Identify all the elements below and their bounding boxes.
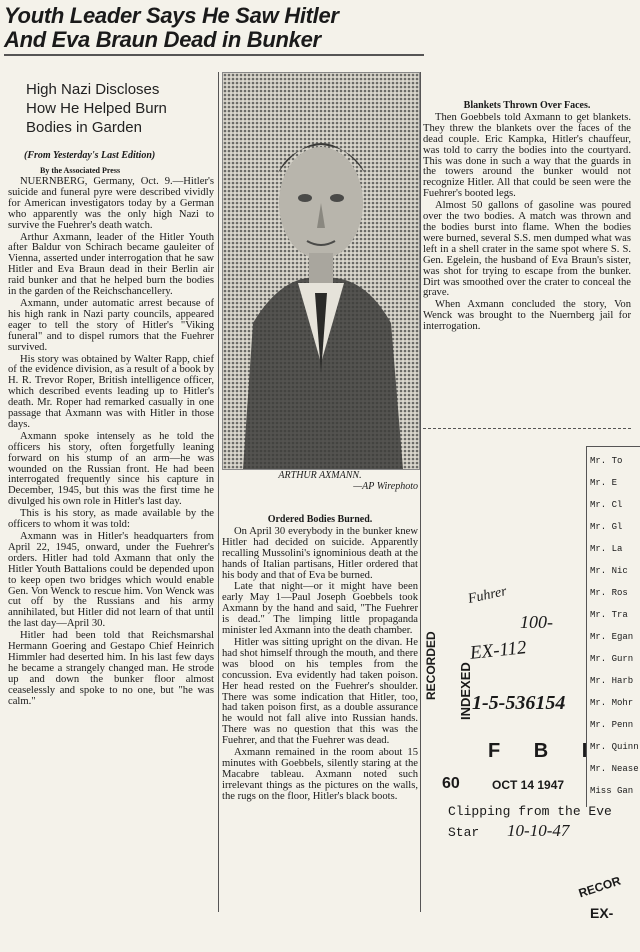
column-1-paragraph: Hitler had been told that Reichsmarshal Hermann Goering and Gestapo Chief Heinrich Himmler had deserted him. In his last few days he became a strangely changed man. He strode up and down the bunker floor almost ceaselessly and spoke to no one, but "he was calm."	[8, 630, 214, 707]
column-2-paragraph: Hitler was sitting upright on the divan. He had shot himself through the mouth, and there was blood on his temples from the concussion. Eva evidently had taken poison. Her head rested on the Fuehrer's shoulder. There was some indication that Hitler, too, had taken poison first, as a double assurance he would not fall alive into Russian hands. There was no question that this was the Fuehrer, and that the Fuehrer was dead.	[222, 636, 418, 747]
subhead	[26, 80, 216, 137]
routing-name: Mr. Mohr	[590, 698, 634, 708]
column-2-paragraph: On April 30 everybody in the bunker knew Hitler had decided on suicide. Apparently recalling Mussolini's ignominious death at the hands of Italian partisans, Hitler ordered that his body and that of Eva be burned.	[222, 525, 418, 581]
clipping-date: 10-10-47	[507, 821, 570, 840]
column-1-paragraph: Axmann, under automatic arrest because of his high rank in Nazi party councils, appeared eager to tell the story of Hitler's "Viking funeral" and to dispel rumors that the Fuehrer survived.	[8, 297, 214, 353]
headline	[4, 4, 424, 52]
serial-number: 1-5-536154	[472, 692, 566, 714]
column-2-paragraph: Axmann remained in the room about 15 minutes with Goebbels, silently staring at the Macabre tableau. Axmann noted such irrelevant things as the pictures on the walls, the rugs on the floor, Hitler's black boots.	[222, 747, 418, 802]
column-2	[222, 515, 418, 804]
column-3	[423, 101, 631, 334]
column-3-paragraph: When Axmann concluded the story, Von Wenck was brought to the Nuernberg jail for interrogation.	[423, 299, 631, 333]
handwritten-file-number: 100-	[520, 612, 553, 632]
portrait-image	[223, 73, 419, 469]
column-1-paragraph: Axmann was in Hitler's headquarters from April 22, 1945, onward, under the Fuehrer's orders. Hitler had told Axmann that only the Hitler Youth Battalions could be depended upon to keep open two bridges which would enable Gen. Von Wenck to rescue him. Von Wenck was cut off by the Russians and his army annihilated, but Hitler did not learn of that until the last day—April 30.	[8, 531, 214, 630]
column-2-subhead: Ordered Bodies Burned.	[267, 514, 373, 525]
routing-name: Mr. Gl	[590, 522, 623, 532]
column-2-paragraph: Late that night—or it might have been early May 1—Paul Joseph Goebbels took Axmann by the hand and said, "The Fuehrer is dead." The limping little propaganda minister led Axmann into the death chamber.	[222, 581, 418, 637]
column-3-paragraph: Almost 50 gallons of gasoline was poured over the two bodies. A match was thrown and the bodies burst into flame. When the bodies were burned, several S.S. men dumped what was left in a shell crater in the same spot where S. S. Gen. Egelein, the husband of Eva Braun's sister, was shot for trying to escape from the bunker. Dirt was smoothed over the crater to conceal the grave.	[423, 200, 631, 299]
caption-name: ARTHUR AXMANN.	[278, 470, 362, 481]
fbi-date-stamp: OCT 14 1947	[492, 778, 565, 792]
routing-name: Mr. La	[590, 544, 623, 554]
date-prefix: 60	[442, 775, 460, 792]
corner-recorded-stamp: RECOR	[576, 873, 623, 901]
routing-name: Miss Gan	[590, 786, 634, 796]
column-1	[8, 177, 214, 709]
subhead-line-2: How He Helped Burn	[26, 100, 167, 117]
handwritten-ex-number: EX-112	[469, 637, 528, 664]
column-1-paragraph: NUERNBERG, Germany, Oct. 9.—Hitler's suicide and funeral pyre were described vividly for American investigators today by a German who apparently was the only high Nazi to survive the Fuehrer's death watch.	[8, 176, 214, 231]
routing-name: Mr. Cl	[590, 500, 623, 510]
routing-name: Mr. Egan	[590, 632, 634, 642]
routing-name: Mr. Ros	[590, 588, 628, 598]
routing-name: Mr. Penn	[590, 720, 634, 730]
clipping-label: Clipping from the Eve	[448, 804, 612, 819]
routing-name: Mr. Gurn	[590, 654, 634, 664]
corner-ex-stamp: EX-	[590, 905, 614, 921]
paper-name: Star	[448, 825, 480, 840]
subhead-line-3: Bodies in Garden	[26, 119, 142, 136]
column-3-paragraph: Then Goebbels told Axmann to get blankets. They threw the blankets over the faces of the dead couple. Eric Kampka, Hitler's chauffeur, was told to carry the bodies into the courtyard. This was done in such a way that the guards in the towers around the bunker would not recognize Hitler. All that could be seen were the Fuehrer's booted legs.	[423, 111, 631, 200]
column-divider	[218, 72, 219, 912]
column-1-paragraph: Axmann spoke intensely as he told the officers his story, often forgetfully leaning forward on his stump of an arm—he was wounded on the Russian front. He had been interrogated frequently since his capture in December, 1945, but this was the first time he divulged his own role in Hitler's last day.	[8, 430, 214, 508]
byline: By the Associated Press	[40, 166, 121, 175]
column-1-paragraph: Arthur Axmann, leader of the Hitler Youth after Baldur von Schirach became gauleiter of Vienna, asserted under interrogation that he saw Hitler and Eva Braun dead in their Berlin air raid bunker and that he helped burn the bodies in the garden of the Reichschancellery.	[8, 231, 214, 298]
photo-arthur-axmann	[222, 72, 420, 470]
routing-name: Mr. E	[590, 478, 618, 488]
photo-caption	[222, 470, 418, 492]
recorded-stamp: RECORDED	[424, 631, 438, 700]
fbi-stamp: F B I	[488, 740, 602, 762]
routing-name: Mr. Harb	[590, 676, 634, 686]
column-3-end-rule	[423, 428, 631, 430]
headline-line-2: And Eva Braun Dead in Bunker	[4, 27, 321, 52]
routing-name: Mr. To	[590, 456, 623, 466]
clipping-paper	[448, 821, 569, 841]
subhead-line-1: High Nazi Discloses	[26, 81, 160, 98]
headline-rule	[4, 54, 424, 56]
routing-name: Mr. Nease	[590, 764, 639, 774]
indexed-stamp: INDEXED	[458, 662, 473, 720]
column-divider	[420, 72, 421, 912]
routing-name: Mr. Quinn	[590, 742, 639, 752]
routing-name: Mr. Tra	[590, 610, 628, 620]
headline-line-1: Youth Leader Says He Saw Hitler	[4, 3, 339, 28]
routing-name: Mr. Nic	[590, 566, 628, 576]
column-1-paragraph: This is his story, as made available by the officers to whom it was told:	[8, 508, 214, 531]
column-1-paragraph: His story was obtained by Walter Rapp, chief of the evidence division, as a result of a book by H. R. Trevor Roper, British intelligence officer, which described events leading up to Hitler's death. Mr. Roper had remarked casually in one passage that Axmann was with Hitler in those days.	[8, 353, 214, 430]
caption-credit: —AP Wirephoto	[353, 481, 418, 492]
column-3-subhead: Blankets Thrown Over Faces.	[463, 100, 591, 111]
handwritten-mark: Fuhrer	[466, 584, 509, 607]
edition-note: (From Yesterday's Last Edition)	[24, 150, 156, 161]
